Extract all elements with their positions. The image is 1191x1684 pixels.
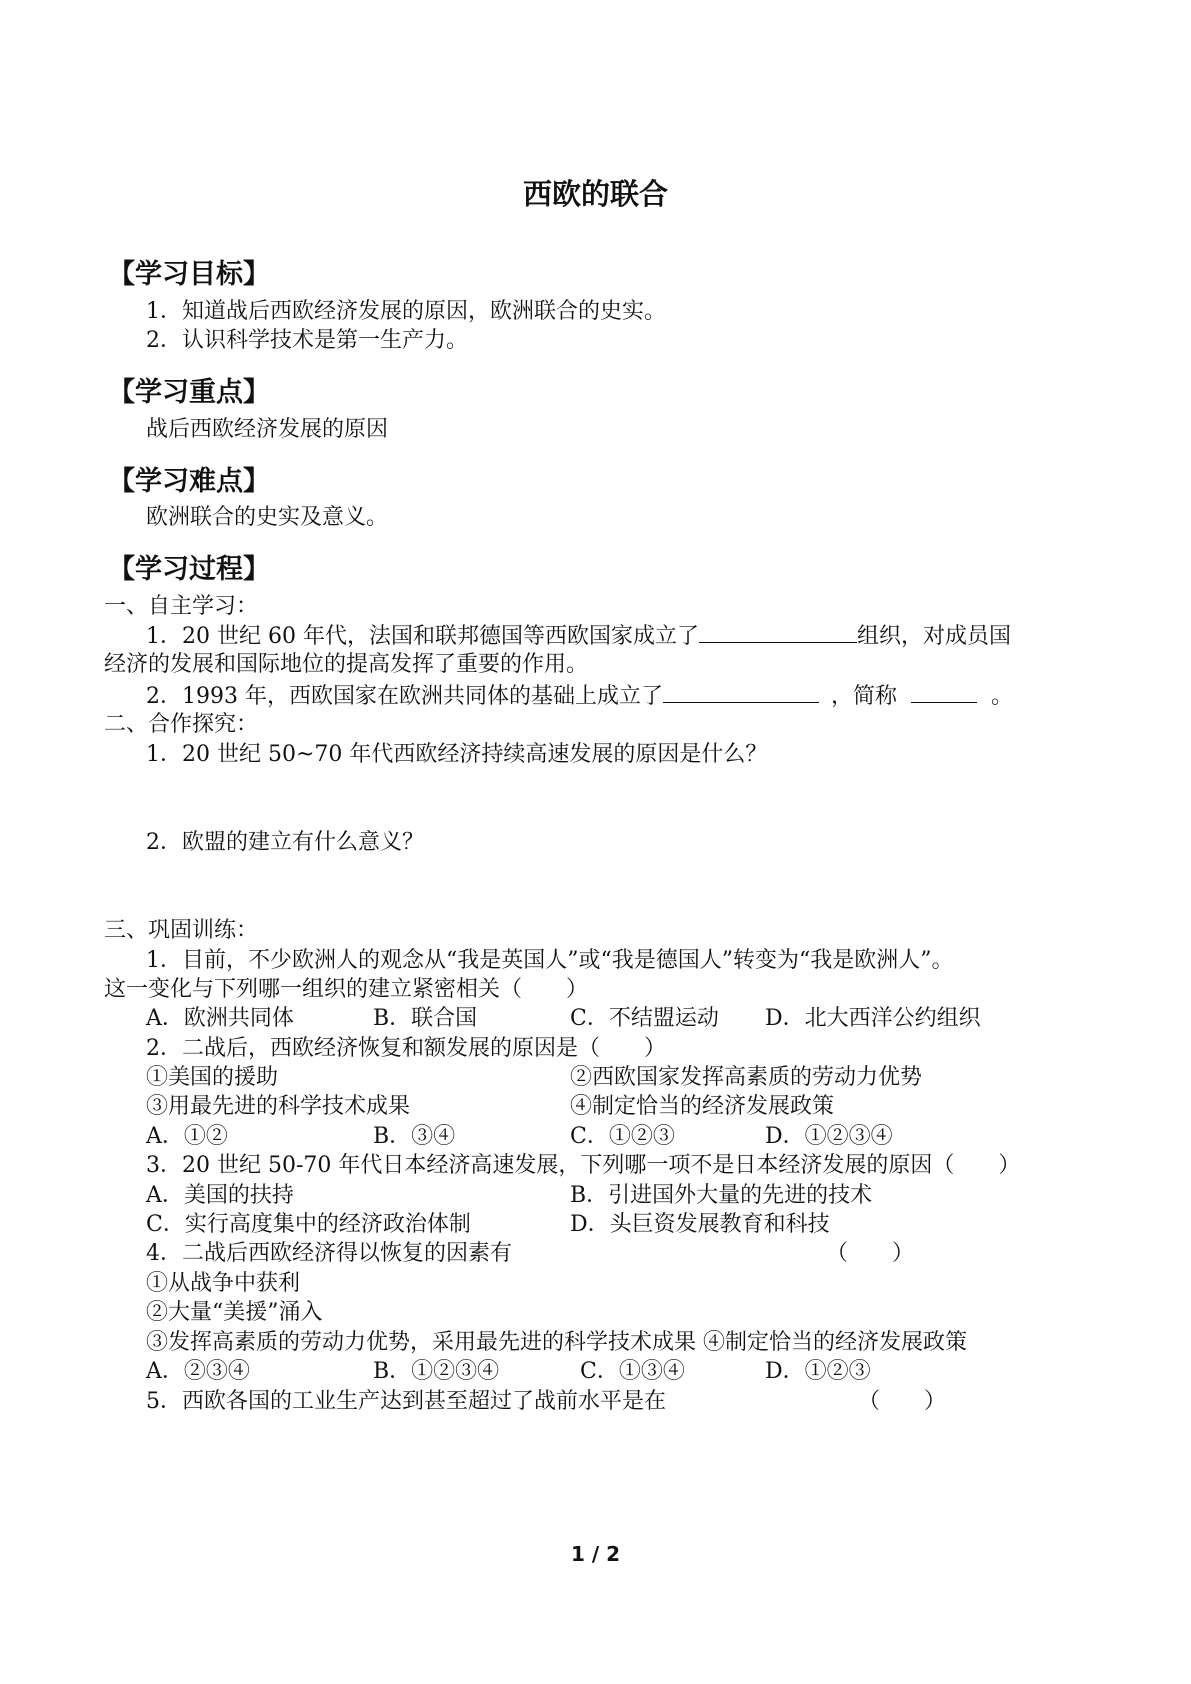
self-study-q1-line1 [146,620,1011,652]
practice-q2-item-1: ①美国的援助 [146,1065,279,1090]
practice-q3-option-c[interactable]: C．实行高度集中的经济政治体制 [146,1212,471,1237]
objective-item-2: 2．认识科学技术是第一生产力。 [146,328,468,353]
practice-q1-line2: 这一变化与下列哪一组织的建立紧密相关（ ） [104,977,589,1002]
practice-q3-option-a[interactable]: A．美国的扶持 [146,1183,294,1208]
practice-q2-item-2: ②西欧国家发挥高素质的劳动力优势 [570,1065,923,1090]
practice-q3-option-d[interactable]: D．头巨资发展教育和科技 [570,1212,830,1237]
page-title: 西欧的联合 [522,177,668,211]
self-study-q2-line [146,680,1013,712]
practice-q4: 4．二战后西欧经济得以恢复的因素有 [146,1241,512,1266]
practice-q5-answer-paren[interactable]: （ ） [858,1389,947,1414]
cooperation-q2: 2．欧盟的建立有什么意义？ [146,830,424,855]
practice-q3: 3．20 世纪 50-70 年代日本经济高速发展，下列哪一项不是日本经济发展的原因（ ） [146,1153,1021,1178]
practice-q4-item-1: ①从战争中获利 [146,1271,301,1296]
cooperation-label: 二、合作探究： [104,712,259,737]
practice-q4-answer-paren[interactable]: （ ） [826,1241,915,1266]
practice-q4-option-a[interactable]: A．②③④ [146,1359,250,1384]
self-study-q2-text-c: 。 [991,684,1014,709]
cooperation-q1: 1．20 世纪 50~70 年代西欧经济持续高速发展的原因是什么？ [146,742,768,767]
difficulties-heading: 【学习难点】 [108,466,270,497]
practice-q1-option-c[interactable]: C．不结盟运动 [570,1006,719,1031]
self-study-q2-text-b: ，简称 [830,684,897,709]
practice-q2-option-b[interactable]: B．③④ [373,1124,456,1149]
self-study-q2-blank-2[interactable] [911,680,977,703]
practice-q2-option-d[interactable]: D．①②③④ [765,1124,893,1149]
self-study-q1-line2: 经济的发展和国际地位的提高发挥了重要的作用。 [104,652,589,677]
self-study-label: 一、自主学习： [104,594,259,619]
practice-q2-option-a[interactable]: A．①② [146,1124,228,1149]
practice-q1-option-b[interactable]: B．联合国 [373,1006,478,1031]
practice-q1-option-d[interactable]: D．北大西洋公约组织 [765,1006,981,1031]
practice-q2-option-c[interactable]: C．①②③ [570,1124,675,1149]
objective-item-1: 1．知道战后西欧经济发展的原因，欧洲联合的史实。 [146,299,666,324]
page-number: 1 / 2 [570,1542,621,1566]
objectives-heading: 【学习目标】 [108,259,270,290]
self-study-q2-blank-1[interactable] [663,680,819,703]
practice-q1-option-a[interactable]: A．欧洲共同体 [146,1006,294,1031]
process-heading: 【学习过程】 [108,554,270,585]
practice-q4-option-b[interactable]: B．①②③④ [373,1359,500,1384]
practice-q2: 2．二战后，西欧经济恢复和额发展的原因是（ ） [146,1036,666,1061]
practice-q5: 5．西欧各国的工业生产达到甚至超过了战前水平是在 [146,1389,666,1414]
self-study-q1-text-a: 1．20 世纪 60 年代，法国和联邦德国等西欧国家成立了 [146,624,699,649]
practice-q3-option-b[interactable]: B．引进国外大量的先进的技术 [570,1183,873,1208]
self-study-q2-text-a: 2．1993 年，西欧国家在欧洲共同体的基础上成立了 [146,684,663,709]
practice-q4-option-d[interactable]: D．①②③ [765,1359,871,1384]
practice-q4-item-2: ②大量“美援”涌入 [146,1300,323,1325]
practice-q2-item-3: ③用最先进的科学技术成果 [146,1094,411,1119]
practice-q4-item-3: ③发挥高素质的劳动力优势，采用最先进的科学技术成果 ④制定恰当的经济发展政策 [146,1330,967,1355]
practice-q2-item-4: ④制定恰当的经济发展政策 [570,1094,835,1119]
key-points-text: 战后西欧经济发展的原因 [146,417,389,442]
key-points-heading: 【学习重点】 [108,377,270,408]
self-study-q1-text-b: 组织，对成员国 [856,624,1011,649]
practice-q1-line1: 1．目前，不少欧洲人的观念从“我是英国人”或“我是德国人”转变为“我是欧洲人”。 [146,948,954,973]
self-study-q1-blank[interactable] [699,620,857,643]
practice-label: 三、巩固训练： [104,918,259,943]
practice-q4-option-c[interactable]: C．①③④ [580,1359,685,1384]
difficulties-text: 欧洲联合的史实及意义。 [146,505,389,530]
